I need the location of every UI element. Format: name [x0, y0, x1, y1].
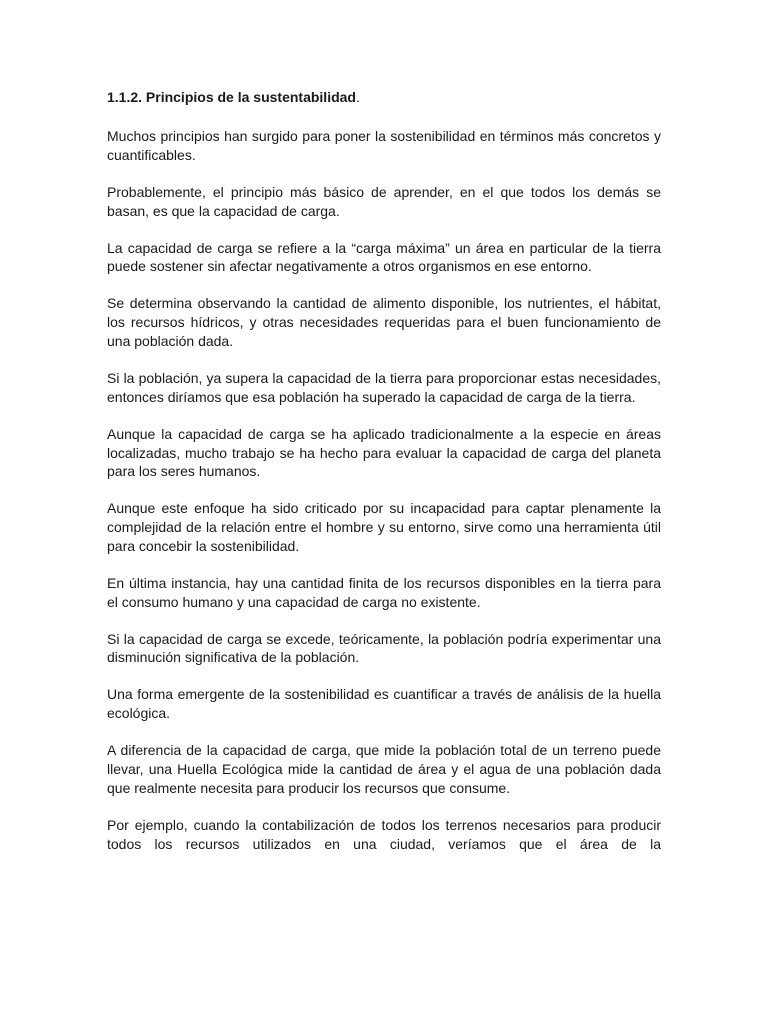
section-title: Principios de la sustentabilidad — [145, 89, 356, 105]
paragraph-11: A diferencia de la capacidad de carga, que mide la población total de un terreno puede llevar, una Huella Ecológica mide la cantidad de área y el agua de una población dada que realmente necesita para producir los recursos que consume. — [107, 742, 661, 796]
document-page — [107, 88, 661, 853]
paragraph-6: Aunque la capacidad de carga se ha aplicado tradicionalmente a la especie en áreas localizadas, mucho trabajo se ha hecho para evaluar la capacidad de carga del planeta para los seres humanos. — [107, 425, 661, 480]
paragraph-5: Si la población, ya supera la capacidad de la tierra para proporcionar estas necesidades, entonces diríamos que esa población ha superado la capacidad de carga de la tierra. — [107, 369, 661, 405]
paragraph-1: Muchos principios han surgido para poner la sostenibilidad en términos más concretos y cuantificables. — [107, 128, 661, 163]
section-title-period: . — [355, 89, 360, 105]
section-number: 1.1.2. — [107, 89, 143, 105]
paragraph-9: Si la capacidad de carga se excede, teóricamente, la población podría experimentar una disminución significativa de la población. — [107, 630, 661, 666]
paragraph-12: Por ejemplo, cuando la contabilización de todos los terrenos necesarios para producir todos los recursos utilizados en una ciudad, veríamos que el área de la — [107, 816, 661, 852]
paragraph-4: Se determina observando la cantidad de alimento disponible, los nutrientes, el hábitat, los recursos hídricos, y otras necesidades requeridas para el buen funcionamiento de una población dada. — [107, 295, 661, 349]
paragraph-8: En última instancia, hay una cantidad finita de los recursos disponibles en la tierra para el consumo humano y una capacidad de carga no existente. — [107, 574, 661, 610]
paragraph-7: Aunque este enfoque ha sido criticado por su incapacidad para captar plenamente la complejidad de la relación entre el hombre y su entorno, sirve como una herramienta útil para concebir la sostenibilidad. — [107, 500, 661, 554]
paragraph-2: Probablemente, el principio más básico de aprender, en el que todos los demás se basan, es que la capacidad de carga. — [107, 183, 661, 219]
paragraph-10: Una forma emergente de la sostenibilidad es cuantificar a través de análisis de la huella ecológica. — [107, 686, 661, 722]
paragraph-3: La capacidad de carga se refiere a la “carga máxima” un área en particular de la tierra puede sostener sin afectar negativamente a otros organismos en ese entorno. — [107, 239, 661, 275]
section-heading — [107, 88, 661, 107]
